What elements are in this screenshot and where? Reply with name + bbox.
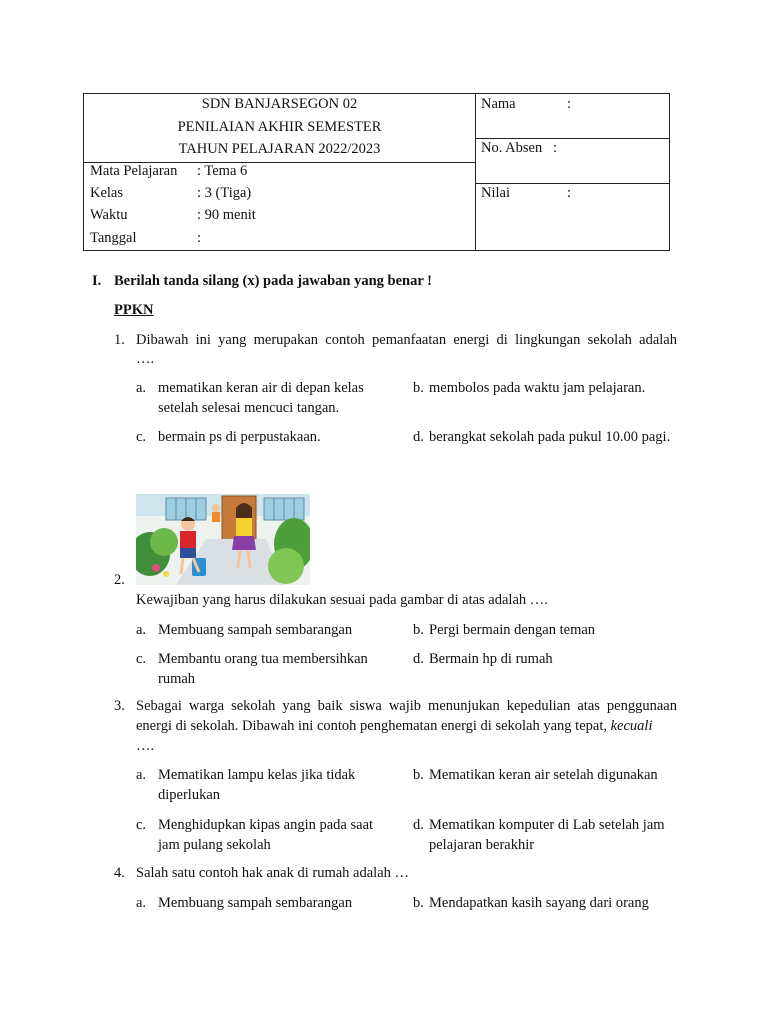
- option-text[interactable]: membolos pada waktu jam pelajaran.: [429, 380, 646, 396]
- option-text[interactable]: berangkat sekolah pada pukul 10.00 pagi.: [429, 429, 671, 445]
- question-text: [136, 696, 677, 736]
- header-divider: [475, 94, 476, 250]
- option-key[interactable]: a.: [136, 767, 147, 783]
- class-label: Kelas: [90, 185, 124, 201]
- question-number: 4.: [114, 865, 125, 881]
- time-value: : 90 menit: [197, 207, 256, 223]
- question-number: 3.: [114, 698, 125, 714]
- option-text[interactable]: Membuang sampah sembarangan: [158, 622, 353, 638]
- option-key[interactable]: d.: [413, 429, 424, 445]
- option-key[interactable]: c.: [136, 429, 147, 445]
- section-instruction: Berilah tanda silang (x) pada jawaban yang benar !: [114, 273, 432, 289]
- option-key[interactable]: a.: [136, 895, 147, 911]
- option-text[interactable]: Mematikan lampu kelas jika tidak diperlukan: [158, 767, 356, 803]
- question-text: Dibawah ini yang merupakan contoh pemanfaatan energi di lingkungan sekolah adalah: [136, 332, 677, 348]
- exam-header-table: [83, 93, 670, 251]
- option-key[interactable]: a.: [136, 622, 147, 638]
- header-line: [475, 138, 669, 139]
- section-numeral: I.: [92, 273, 102, 289]
- question-ellipsis: ….: [136, 351, 155, 367]
- option-text[interactable]: Mematikan keran air setelah digunakan: [429, 767, 658, 783]
- option-text[interactable]: bermain ps di perpustakaan.: [158, 429, 321, 445]
- option-text[interactable]: Bermain hp di rumah: [429, 651, 553, 667]
- header-line: [475, 183, 669, 184]
- option-text[interactable]: mematikan keran air di depan kelas setelah selesai mencuci tangan.: [158, 380, 364, 416]
- name-label: Nama: [481, 96, 516, 112]
- option-text[interactable]: Menghidupkan kipas angin pada saat jam pulang sekolah: [158, 817, 374, 853]
- question-ellipsis: ….: [136, 738, 155, 754]
- question-text: Kewajiban yang harus dilakukan sesuai pada gambar di atas adalah ….: [136, 592, 548, 608]
- class-value: : 3 (Tiga): [197, 185, 252, 201]
- subject-heading: PPKN: [114, 302, 154, 318]
- option-key[interactable]: b.: [413, 622, 424, 638]
- academic-year: TAHUN PELAJARAN 2022/2023: [178, 141, 381, 157]
- date-value: :: [197, 230, 202, 246]
- option-text[interactable]: Pergi bermain dengan teman: [429, 622, 596, 638]
- date-label: Tanggal: [90, 230, 137, 246]
- subject-label: Mata Pelajaran: [90, 163, 178, 179]
- question-text: Salah satu contoh hak anak di rumah adalah …: [136, 865, 410, 881]
- exam-title: PENILAIAN AKHIR SEMESTER: [177, 119, 382, 135]
- option-text[interactable]: Mendapatkan kasih sayang dari orang: [429, 895, 649, 911]
- question-text-body: Sebagai warga sekolah yang baik siswa wajib menunjukan kepedulian atas penggunaan energi di sekolah. Dibawah ini contoh penghematan energi di sekolah yang tepat,: [136, 698, 677, 734]
- subject-value: : Tema 6: [197, 163, 248, 179]
- option-key[interactable]: a.: [136, 380, 147, 396]
- option-key[interactable]: d.: [413, 817, 424, 833]
- option-key[interactable]: c.: [136, 651, 147, 667]
- option-key[interactable]: c.: [136, 817, 147, 833]
- option-key[interactable]: b.: [413, 767, 424, 783]
- score-label: Nilai: [481, 185, 510, 201]
- absen-label: No. Absen: [481, 140, 543, 156]
- option-text[interactable]: Membuang sampah sembarangan: [158, 895, 353, 911]
- school-name: SDN BANJARSEGON 02: [201, 96, 358, 112]
- option-text[interactable]: Membantu orang tua membersihkan rumah: [158, 651, 368, 687]
- absen-colon: :: [553, 140, 558, 156]
- time-label: Waktu: [90, 207, 128, 223]
- option-key[interactable]: b.: [413, 895, 424, 911]
- option-key[interactable]: d.: [413, 651, 424, 667]
- name-colon: :: [567, 96, 572, 112]
- option-key[interactable]: b.: [413, 380, 424, 396]
- question-emphasis: kecuali: [610, 718, 653, 734]
- option-text[interactable]: Mematikan komputer di Lab setelah jam pelajaran berakhir: [429, 817, 665, 853]
- question-number: 2.: [114, 572, 125, 588]
- score-colon: :: [567, 185, 572, 201]
- cleaning-illustration: [136, 494, 310, 585]
- question-number: 1.: [114, 332, 125, 348]
